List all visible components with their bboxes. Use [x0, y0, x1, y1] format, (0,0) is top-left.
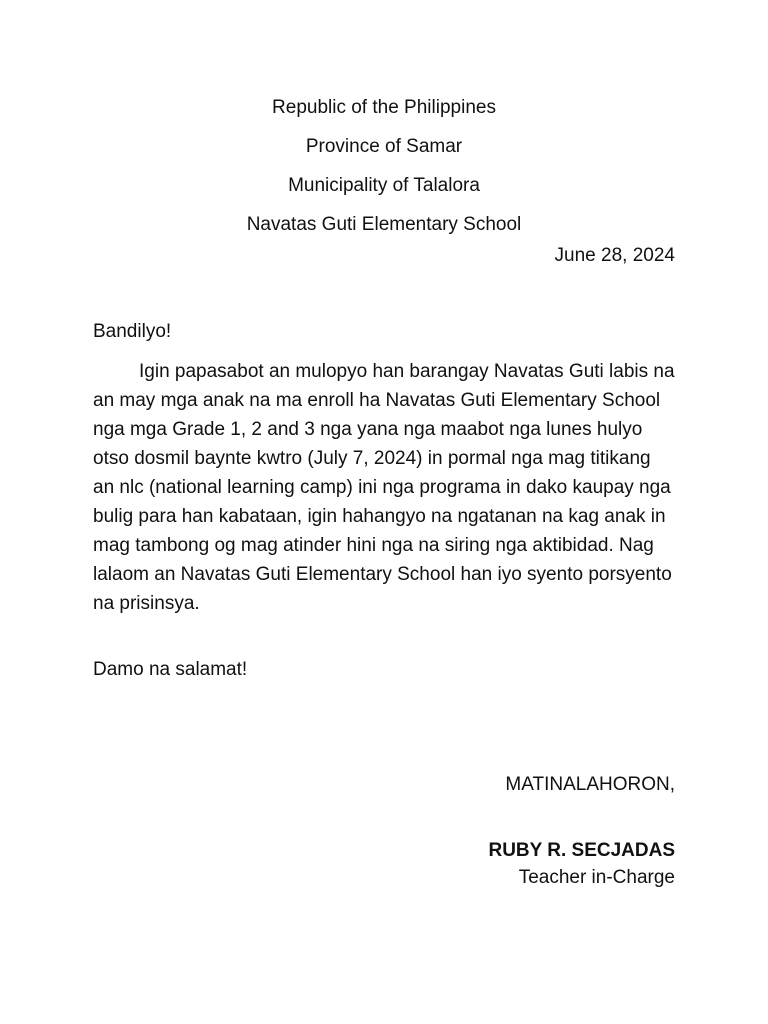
letterhead: [0, 88, 768, 244]
signer-title: Teacher in-Charge: [518, 867, 675, 888]
letter-closing: Damo na salamat!: [93, 659, 248, 680]
letterhead-school: Navatas Guti Elementary School: [246, 214, 522, 235]
letter-greeting: Bandilyo!: [93, 321, 172, 342]
signer-name: RUBY R. SECJADAS: [488, 840, 675, 861]
letter-date: June 28, 2024: [554, 245, 675, 266]
complimentary-close: MATINALAHORON,: [505, 774, 675, 795]
letterhead-province: Province of Samar: [305, 136, 463, 157]
letterhead-municipality: Municipality of Talalora: [288, 175, 480, 196]
letter-body-paragraph: Igin papasabot an mulopyo han barangay Navatas Guti labis na an may mga anak na ma enroll ha Navatas Guti Elementary School nga mga Grade 1, 2 and 3 nga yana nga maabot nga lunes hulyo otso dosmil baynte kwtro (July 7, 2024) in pormal nga mag titikang an nlc (national learning camp) ini nga programa in dako kaupay nga bulig para han kabataan, igin hahangyo na ngatanan na kag anak in mag tambong og mag atinder hini nga na siring nga aktibidad. Nag lalaom an Navatas Guti Elementary School han iyo syento porsyento na prisinsya.: [93, 361, 675, 614]
letterhead-country: Republic of the Philippines: [272, 97, 496, 118]
